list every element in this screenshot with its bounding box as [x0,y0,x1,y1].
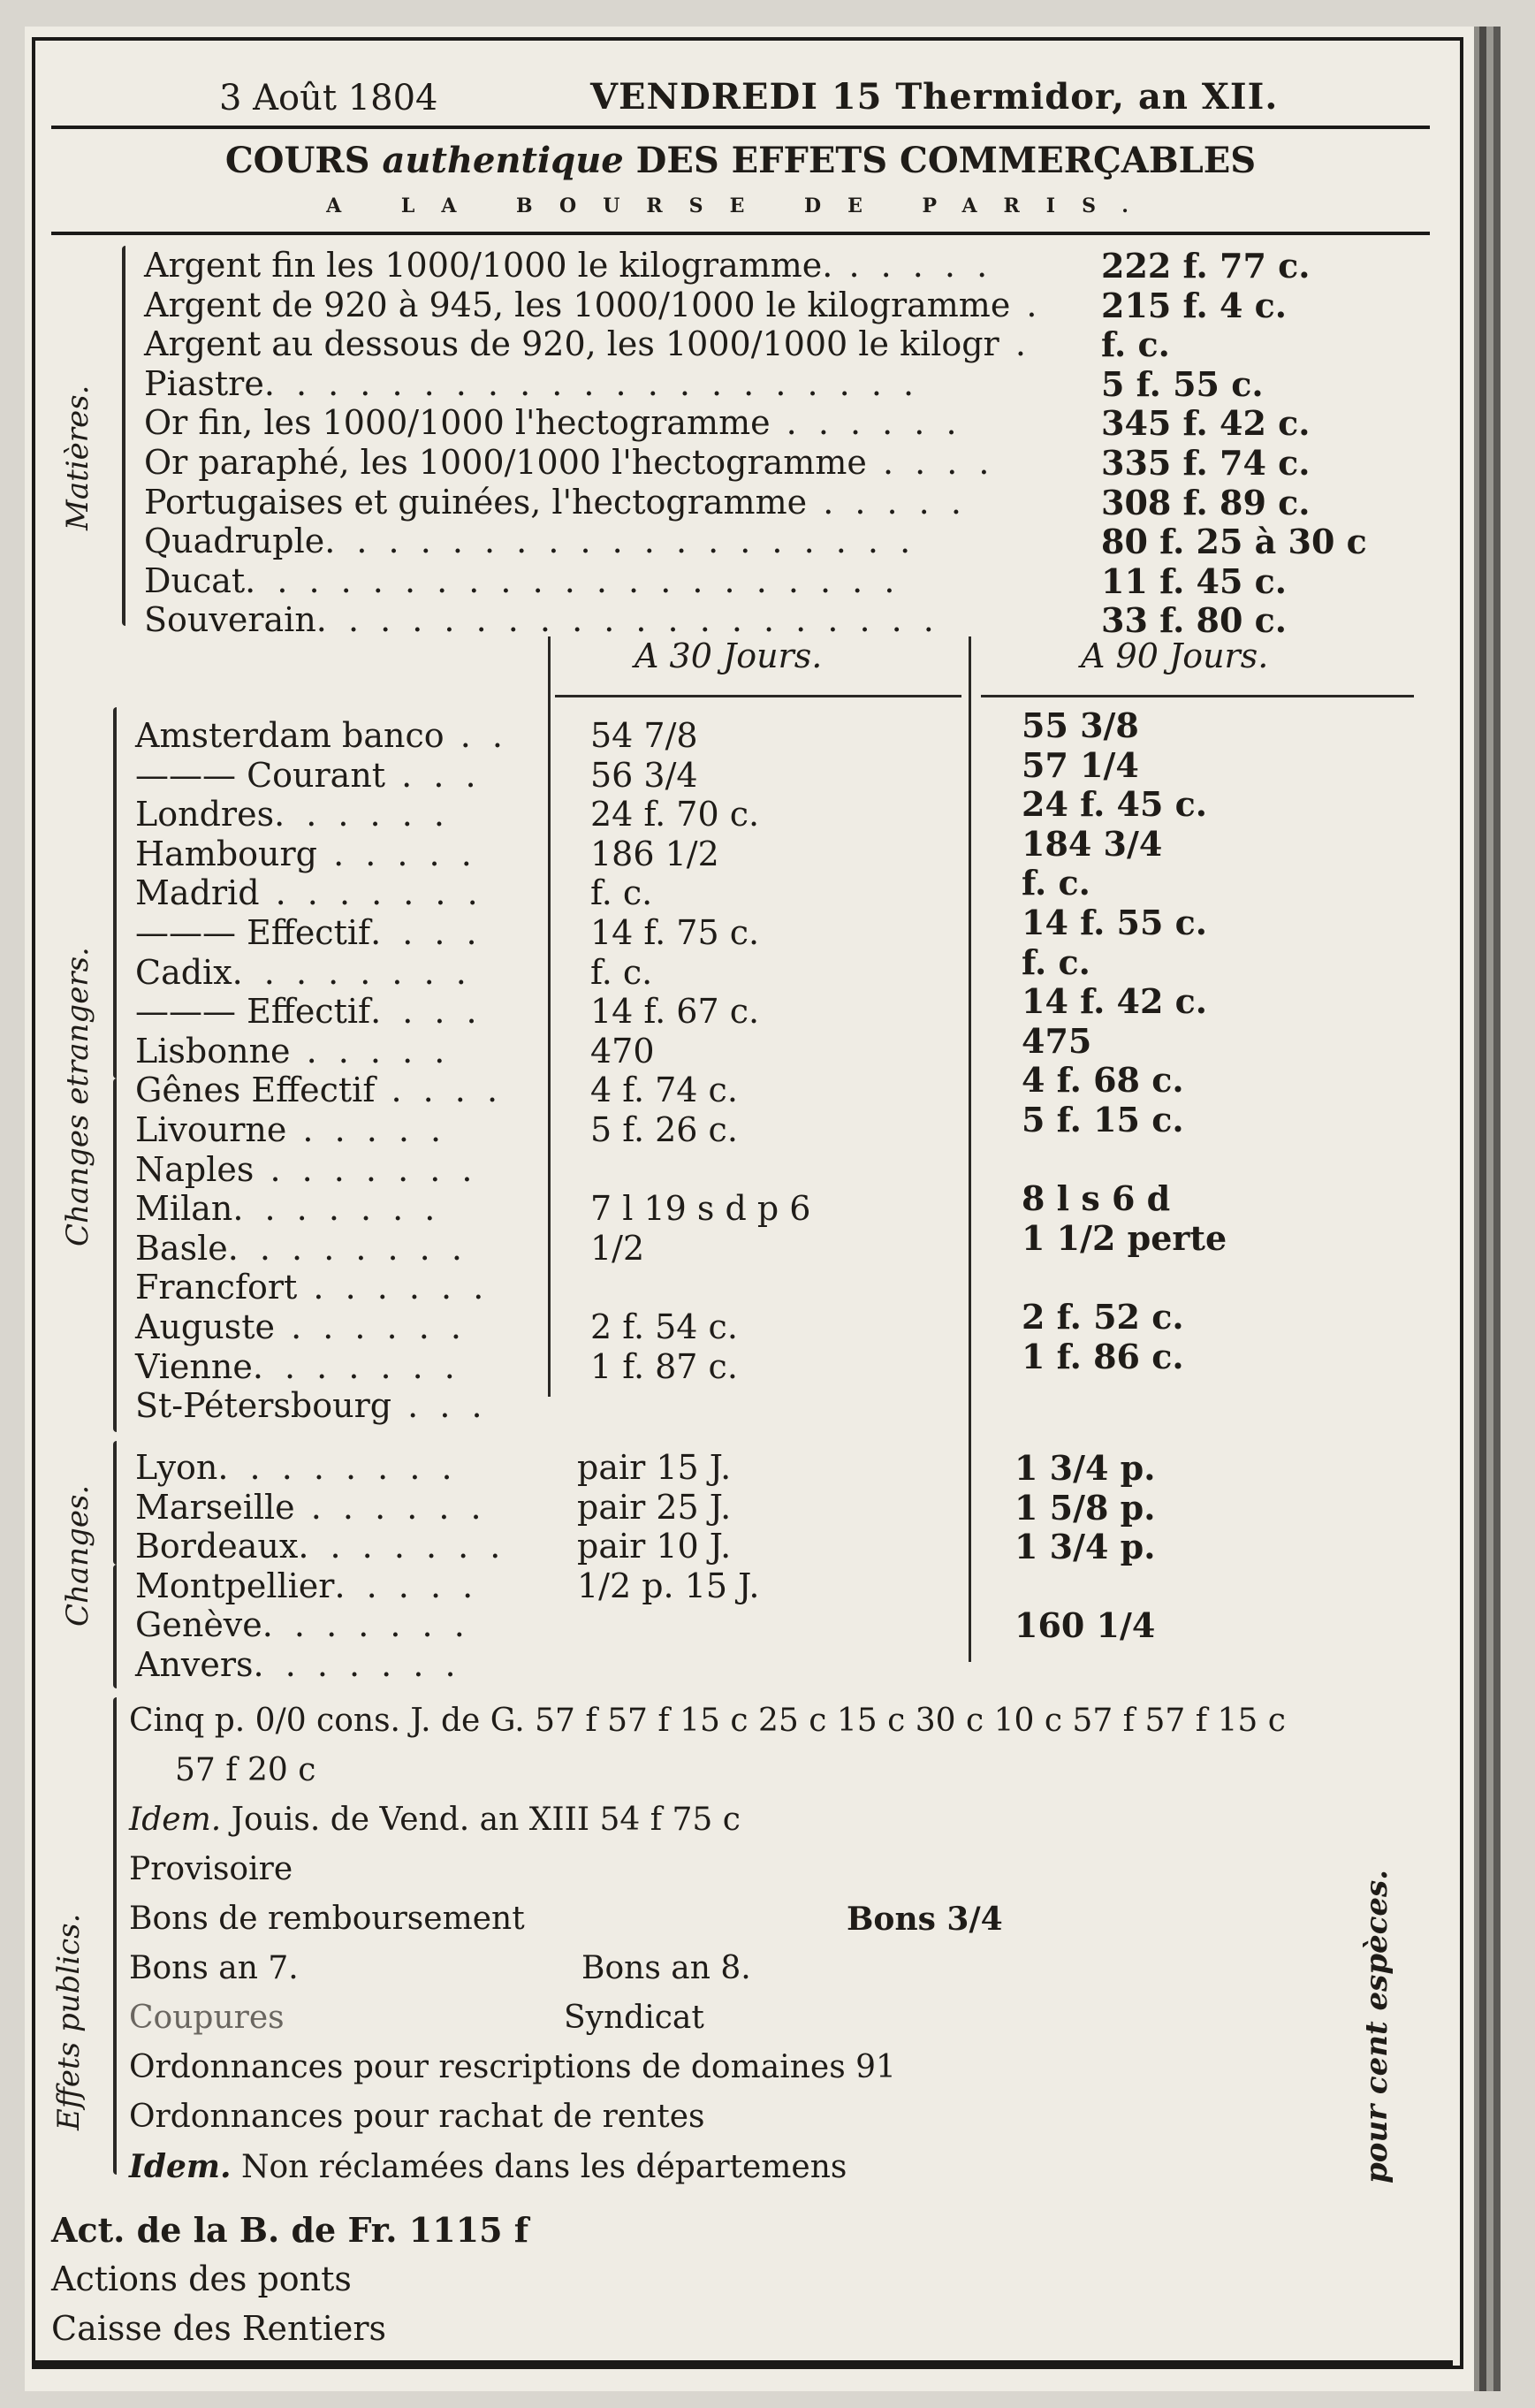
changes-etrangers-value-30: 5 f. 26 c. [590,1110,738,1149]
matieres-item-value: 335 f. 74 c. [1101,443,1311,483]
changes-etrangers-row [135,716,508,755]
changes-etrangers-leader: . . . . [370,992,483,1031]
effets-line-idem-jouis: Idem. Jouis. de Vend. an XIII 54 f 75 c [129,1802,741,1838]
effets-line-coupures: Coupures [129,2000,285,2036]
matieres-item-leader: . . . . . . . . . . . . . . . . . . . . . [245,561,900,600]
effets-line-syndicat: Syndicat [564,2000,704,2036]
effets-line-bons-remboursement: Bons de remboursement [129,1901,525,1937]
matieres-item-value: f. c. [1101,324,1170,364]
brace-changes-1 [113,1441,117,1565]
changes-etrangers-row [135,873,483,912]
changes-value-90: 160 1/4 [1014,1605,1156,1645]
changes-value-90: 1 3/4 p. [1014,1448,1156,1488]
changes-etrangers-value-90: 24 f. 45 c. [1022,784,1208,824]
matieres-item-leader: . . . . . . . . . . . . . . . . . . . . [315,600,939,639]
changes-etrangers-row [135,756,482,795]
column-head-90-days: A 90 Jours. [1081,636,1269,675]
date-republican: VENDREDI 15 Thermidor, an XII. [590,76,1279,118]
changes-row [135,1527,505,1566]
changes-etrangers-city: Milan [135,1189,233,1228]
section-label-matieres: Matières. [60,385,95,530]
changes-value-30: pair 25 J. [577,1488,732,1527]
changes-value-30: 1/2 p. 15 J. [577,1566,760,1605]
changes-etrangers-leader: . . . . . . [297,1268,490,1307]
changes-etrangers-row [135,1071,503,1109]
effets-line-provisoire: Provisoire [129,1851,293,1887]
section-label-effets-publics: Effets publics. [51,1913,87,2130]
changes-etrangers-row [135,992,483,1031]
changes-etrangers-value-90: 1 f. 86 c. [1022,1337,1184,1376]
matieres-item-value: 345 f. 42 c. [1101,403,1311,443]
date-gregorian: 3 Août 1804 [219,78,438,118]
changes-etrangers-row [135,1189,440,1228]
changes-city: Genève [135,1605,262,1644]
changes-etrangers-city: Naples [135,1150,255,1189]
matieres-item-value: 11 f. 45 c. [1101,561,1288,601]
column-divider-right [969,636,971,1662]
matieres-item-leader: . [999,324,1031,363]
changes-row [135,1488,487,1527]
changes-etrangers-row [135,1307,467,1346]
effets-line-bons-an-8: Bons an 8. [581,1950,751,1986]
changes-etrangers-city: ——— Courant [135,756,386,795]
changes-row [135,1645,461,1684]
changes-etrangers-city: Livourne [135,1110,287,1149]
changes-etrangers-city: Gênes Effectif [135,1071,376,1109]
section-label-changes-etrangers: Changes etrangers. [60,947,95,1246]
changes-etrangers-value-90: 57 1/4 [1022,745,1139,785]
changes-etrangers-row [135,913,483,952]
changes-leader: . . . . . . [294,1488,487,1527]
matieres-item-leader: . [1010,286,1043,324]
effets-line-cinq-pour-cent: Cinq p. 0/0 cons. J. de G. 57 f 57 f 15 c 25 c 15 c 30 c 10 c 57 f 57 f 15 c [129,1703,1286,1739]
changes-etrangers-leader: . . [444,716,508,755]
changes-value-90: 1 3/4 p. [1014,1527,1156,1566]
changes-etrangers-city: Basle [135,1229,228,1268]
matieres-item-name: Argent au dessous de 920, les 1000/1000 le kilogr [144,324,999,363]
changes-etrangers-leader: . . . . . [317,834,477,873]
changes-etrangers-value-30: 56 3/4 [590,756,698,795]
matieres-row [144,600,939,639]
matieres-item-name: Argent fin les 1000/1000 le kilogramme. [144,246,833,285]
footer-actions-des-ponts: Actions des ponts [51,2259,352,2298]
matieres-item-leader: . . . . . . . . . . . . . . . . . . . [324,522,916,560]
changes-etrangers-row [135,834,477,873]
changes-etrangers-leader: . . . . . . . [232,1189,441,1228]
changes-etrangers-leader: . . . . [375,1071,504,1109]
changes-etrangers-leader: . . . . . . . [254,1150,478,1189]
changes-row [135,1605,470,1644]
changes-etrangers-city: St-Pétersbourg [135,1386,392,1425]
changes-etrangers-value-30: 14 f. 75 c. [590,913,760,952]
changes-etrangers-value-30: 186 1/2 [590,834,719,873]
matieres-item-name: Argent de 920 à 945, les 1000/1000 le kilogramme [144,286,1011,324]
changes-etrangers-value-30: 54 7/8 [590,716,698,755]
page-title: COURS authentique DES EFFETS COMMERÇABLES [224,140,1257,181]
brace-changes-2 [113,1565,117,1688]
matieres-item-value: 5 f. 55 c. [1101,364,1264,404]
section-label-changes: Changes. [60,1484,95,1627]
changes-etrangers-leader: . . . . . . [274,1307,467,1346]
changes-etrangers-leader: . . . . . . . . [232,953,472,992]
changes-etrangers-row [135,1268,489,1307]
changes-etrangers-value-30: 24 f. 70 c. [590,795,760,834]
changes-etrangers-value-90: 14 f. 55 c. [1022,903,1208,942]
changes-etrangers-value-90: 8 l s 6 d [1022,1178,1171,1218]
changes-city: Bordeaux [135,1527,299,1566]
changes-leader: . . . . . . . [253,1645,461,1684]
column-head-rule-30 [555,695,961,697]
matieres-row [144,364,919,403]
changes-etrangers-leader: . . . [385,756,482,795]
changes-city: Marseille [135,1488,295,1527]
changes-etrangers-value-90: 55 3/8 [1022,705,1139,745]
footer-caisse-des-rentiers: Caisse des Rentiers [51,2309,386,2348]
changes-etrangers-row [135,1110,446,1149]
changes-etrangers-leader: . . . . . . . [259,873,483,912]
matieres-item-name: Or paraphé, les 1000/1000 l'hectogramme [144,443,867,482]
changes-city: Montpellier [135,1566,335,1605]
effets-line-bons-an-7: Bons an 7. [129,1950,299,1986]
side-note-pour-cent-especes: pour cent espèces. [1359,1869,1394,2183]
changes-etrangers-value-90: 2 f. 52 c. [1022,1297,1184,1337]
brace-changes-etrangers-2 [113,1078,117,1432]
matieres-row [144,403,962,442]
effets-line-non-reclamees: Idem. Non réclamées dans les départemens [129,2148,847,2185]
changes-etrangers-leader: . . . . . . . [252,1347,460,1386]
matieres-item-name: Ducat [144,561,246,600]
changes-etrangers-city: ——— Effectif [135,992,371,1031]
changes-etrangers-row [135,1229,467,1268]
changes-etrangers-row [135,953,472,992]
changes-etrangers-value-30: 1/2 [590,1229,645,1268]
ledger-page [25,27,1474,2391]
changes-etrangers-leader: . . . . . . . . [227,1229,467,1268]
changes-etrangers-row [135,795,450,834]
matieres-item-name: Or fin, les 1000/1000 l'hectogramme [144,403,771,442]
matieres-item-name: Souverain [144,600,316,639]
changes-etrangers-value-30: 4 f. 74 c. [590,1071,738,1109]
changes-leader: . . . . . [334,1566,479,1605]
changes-etrangers-city: Hambourg [135,834,317,873]
changes-etrangers-value-90: 184 3/4 [1022,824,1163,864]
changes-etrangers-value-30: 470 [590,1032,655,1071]
changes-etrangers-row [135,1150,477,1189]
changes-etrangers-city: Londres [135,795,275,834]
changes-etrangers-city: Madrid [135,873,260,912]
changes-value-30: pair 10 J. [577,1527,732,1566]
footer-banque-de-france: Act. de la B. de Fr. 1115 f [51,2210,529,2250]
brace-matieres [122,246,125,626]
matieres-item-leader: . . . . . . [770,403,962,442]
changes-etrangers-city: Amsterdam banco [135,716,445,755]
changes-etrangers-value-90: 4 f. 68 c. [1022,1060,1184,1100]
changes-etrangers-leader: . . . . . [290,1032,451,1071]
effets-line-cinq-pour-cent-cont: 57 f 20 c [175,1752,316,1788]
matieres-item-leader: . . . . [866,443,995,482]
matieres-item-value: 222 f. 77 c. [1101,246,1311,286]
page-subtitle: A LA BOURSE DE PARIS. [326,194,1155,217]
changes-etrangers-city: ——— Effectif [135,913,371,952]
changes-etrangers-value-90: f. c. [1022,863,1090,903]
brace-effets-publics [113,1697,117,2175]
changes-etrangers-city: Francfort [135,1268,298,1307]
matieres-item-leader: . . . . . [832,246,993,285]
title-rule [51,232,1430,235]
matieres-item-name: Piastre [144,364,264,403]
matieres-item-value: 80 f. 25 à 30 c [1101,522,1367,561]
column-divider-left [548,636,551,1397]
matieres-row [144,561,900,600]
matieres-row [144,324,1031,363]
changes-etrangers-city: Cadix [135,953,232,992]
changes-etrangers-value-90: f. c. [1022,942,1090,982]
changes-city: Anvers [135,1645,254,1684]
effets-line-rachat-rentes: Ordonnances pour rachat de rentes [129,2099,705,2135]
matieres-item-leader: . . . . . [807,483,967,522]
changes-value-90: 1 5/8 p. [1014,1488,1156,1528]
changes-etrangers-value-90: 14 f. 42 c. [1022,981,1208,1021]
changes-etrangers-value-30: 2 f. 54 c. [590,1307,738,1346]
changes-etrangers-value-30: f. c. [590,953,653,992]
matieres-item-value: 33 f. 80 c. [1101,600,1288,640]
matieres-row [144,522,916,560]
matieres-item-name: Portugaises et guinées, l'hectogramme [144,483,808,522]
changes-etrangers-leader: . . . [391,1386,488,1425]
matieres-item-value: 308 f. 89 c. [1101,483,1311,522]
changes-leader: . . . . . . . . [217,1448,458,1487]
changes-etrangers-value-90: 5 f. 15 c. [1022,1100,1184,1139]
matieres-item-name: Quadruple [144,522,325,560]
changes-etrangers-value-30: f. c. [590,873,653,912]
changes-row [135,1448,458,1487]
changes-city: Lyon [135,1448,218,1487]
effets-line-bons-3-4: Bons 3/4 [847,1901,1003,1938]
bottom-rule [35,2360,1453,2367]
changes-etrangers-city: Lisbonne [135,1032,291,1071]
changes-value-30: pair 15 J. [577,1448,732,1487]
changes-leader: . . . . . . . [262,1605,470,1644]
changes-etrangers-value-90: 475 [1022,1021,1092,1061]
effets-line-rescriptions: Ordonnances pour rescriptions de domaines 91 [129,2049,896,2085]
changes-etrangers-row [135,1386,488,1425]
changes-etrangers-row [135,1032,450,1071]
matieres-row [144,246,992,285]
matieres-item-leader: . . . . . . . . . . . . . . . . . . . . . [263,364,920,403]
changes-leader: . . . . . . . [298,1527,506,1566]
changes-row [135,1566,478,1605]
header-rule [51,126,1430,129]
changes-etrangers-leader: . . . . . [286,1110,447,1149]
column-head-30-days: A 30 Jours. [635,636,823,675]
matieres-row [144,483,967,522]
matieres-row [144,443,995,482]
changes-etrangers-value-30: 14 f. 67 c. [590,992,760,1031]
changes-etrangers-value-30: 7 l 19 s d p 6 [590,1189,811,1228]
changes-etrangers-leader: . . . . . . [274,795,450,834]
changes-etrangers-row [135,1347,460,1386]
changes-etrangers-city: Auguste [135,1307,275,1346]
changes-etrangers-value-90: 1 1/2 perte [1022,1218,1227,1258]
changes-etrangers-city: Vienne [135,1347,253,1386]
matieres-item-value: 215 f. 4 c. [1101,286,1288,325]
brace-changes-etrangers-1 [113,707,117,1078]
matieres-row [144,286,1043,324]
changes-etrangers-value-30: 1 f. 87 c. [590,1347,738,1386]
column-head-rule-90 [981,695,1414,697]
changes-etrangers-leader: . . . . [370,913,483,952]
